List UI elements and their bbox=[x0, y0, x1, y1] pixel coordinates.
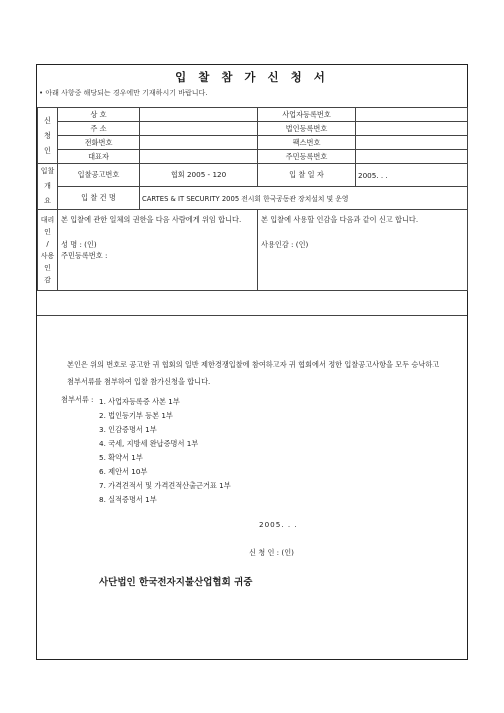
list-item: 6. 제안서 10부 bbox=[99, 467, 148, 476]
notice-number-label: 입찰공고번호 bbox=[58, 164, 140, 187]
applicant-section-label: 신 청 인 bbox=[38, 108, 58, 164]
attachments-list bbox=[99, 395, 231, 507]
bid-date-label: 입 찰 일 자 bbox=[258, 164, 356, 187]
list-item: 5. 확약서 1부 bbox=[99, 453, 143, 462]
proxy-delegation-text: 본 입찰에 관한 일체의 권한을 다음 사람에게 위임 합니다. bbox=[61, 215, 242, 224]
statement-area bbox=[37, 315, 467, 660]
fax-field[interactable] bbox=[356, 136, 468, 150]
addressee: 사단법인 한국전자지불산업협회 귀중 bbox=[99, 577, 253, 588]
business-reg-field[interactable] bbox=[356, 108, 468, 122]
phone-label: 전화번호 bbox=[58, 136, 140, 150]
corp-reg-field[interactable] bbox=[356, 122, 468, 136]
form-note: • 아래 사항중 해당되는 경우에만 기재하시기 바랍니다. bbox=[39, 89, 208, 97]
bid-name-label: 입 찰 건 명 bbox=[58, 187, 140, 210]
proxy-name-line[interactable]: 성 명 : (인) bbox=[61, 240, 97, 249]
list-item: 8. 실적증명서 1부 bbox=[99, 495, 157, 504]
seal-registration-text: 본 입찰에 사용할 인감을 다음과 같이 신고 합니다. bbox=[261, 215, 419, 224]
trade-name-field[interactable] bbox=[140, 108, 258, 122]
bid-name-value: CARTES & IT SECURITY 2005 전시회 한국공동관 장치설치 및 운영 bbox=[140, 187, 468, 210]
resident-id-label: 주민등록번호 bbox=[258, 150, 356, 164]
representative-label: 대표자 bbox=[58, 150, 140, 164]
representative-field[interactable] bbox=[140, 150, 258, 164]
proxy-id-line[interactable]: 주민등록번호 : bbox=[61, 251, 108, 260]
list-item: 7. 가격견적서 및 가격견적산출근거표 1부 bbox=[99, 481, 231, 490]
phone-field[interactable] bbox=[140, 136, 258, 150]
address-field[interactable] bbox=[140, 122, 258, 136]
fax-label: 팩스번호 bbox=[258, 136, 356, 150]
signer-line[interactable]: 신 청 인 : (인) bbox=[249, 548, 294, 557]
seal-registration-cell bbox=[258, 210, 468, 291]
resident-id-field[interactable] bbox=[356, 150, 468, 164]
sign-date[interactable]: 2005. . . bbox=[259, 520, 298, 529]
table-row bbox=[38, 108, 468, 122]
notice-number-value: 협회 2005 - 120 bbox=[140, 164, 258, 187]
form-title: 입 찰 참 가 신 청 서 bbox=[175, 70, 329, 84]
info-table bbox=[37, 107, 468, 291]
proxy-section-label: 대리인 / 사용인 감 bbox=[38, 210, 58, 291]
attachments-label: 첨부서류 : bbox=[61, 395, 94, 404]
seal-line[interactable]: 사용인감 : (인) bbox=[261, 240, 309, 249]
table-row bbox=[38, 150, 468, 164]
address-label: 주 소 bbox=[58, 122, 140, 136]
statement-text: 본인은 위의 번호로 공고한 귀 협회의 일반 제한경쟁입찰에 참여하고자 귀 협회에서 정한 입찰공고사항을 모두 승낙하고 첨부서류를 첨부하여 입찰 참가신청을 합니다. bbox=[67, 360, 440, 386]
list-item: 2. 법인등기부 등본 1부 bbox=[99, 411, 173, 420]
table-row bbox=[38, 210, 468, 291]
table-row bbox=[38, 136, 468, 150]
proxy-delegation-cell bbox=[58, 210, 258, 291]
table-row bbox=[38, 164, 468, 187]
list-item: 4. 국세, 지방세 완납증명서 1부 bbox=[99, 439, 199, 448]
list-item: 1. 사업자등록증 사본 1부 bbox=[99, 397, 180, 406]
bid-section-label: 입찰개 요 bbox=[38, 164, 58, 210]
corp-reg-label: 법인등록번호 bbox=[258, 122, 356, 136]
trade-name-label: 상 호 bbox=[58, 108, 140, 122]
table-row bbox=[38, 122, 468, 136]
application-form bbox=[36, 64, 468, 660]
bid-date-value[interactable]: 2005. . . bbox=[356, 164, 468, 187]
table-row bbox=[38, 187, 468, 210]
business-reg-label: 사업자등록번호 bbox=[258, 108, 356, 122]
list-item: 3. 인감증명서 1부 bbox=[99, 425, 157, 434]
